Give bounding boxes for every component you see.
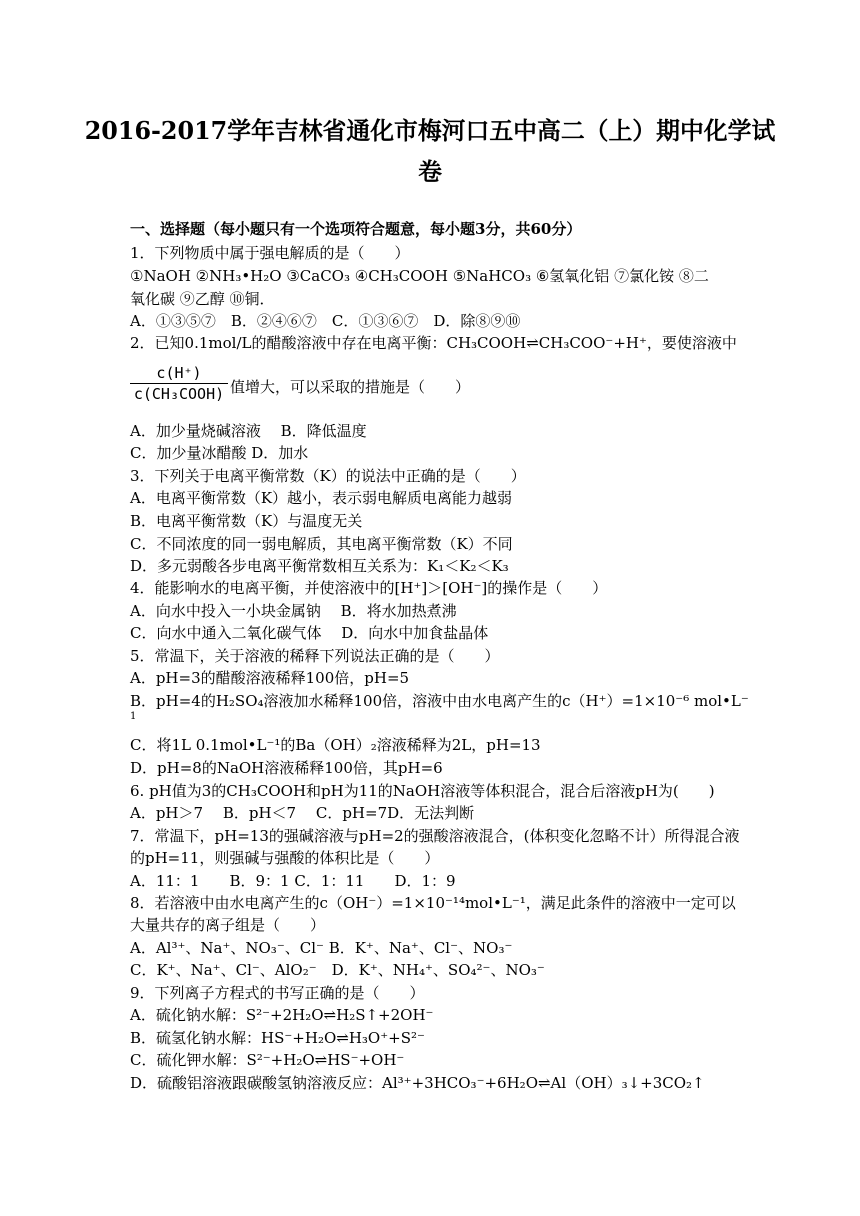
question-line: C．将1L 0.1mol•L⁻¹的Ba（OH）₂溶液稀释为2L，pH=13 <box>130 736 541 754</box>
question-line: A．①③⑤⑦ B．②④⑥⑦ C．①③⑥⑦ D．除⑧⑨⑩ <box>130 312 521 330</box>
question-line: B．pH=4的H₂SO₄溶液加水稀释100倍，溶液中由水电离产生的c（H⁺）=1×10⁻⁶ mol•L⁻ <box>130 692 749 710</box>
question-line: A．向水中投入一小块金属钠 B．将水加热煮沸 <box>130 602 457 620</box>
page-title-line-1: 2016-2017学年吉林省通化市梅河口五中高二（上）期中化学试 <box>84 117 776 145</box>
question-line: C．不同浓度的同一弱电解质，其电离平衡常数（K）不同 <box>130 535 513 553</box>
question-line: A．Al³⁺、Na⁺、NO₃⁻、Cl⁻ B．K⁺、Na⁺、Cl⁻、NO₃⁻ <box>130 939 513 957</box>
question-line: 7．常温下，pH=13的强碱溶液与pH=2的强酸溶液混合，(体积变化忽略不计）所得混合液 <box>130 827 740 845</box>
question-line: 5．常温下，关于溶液的稀释下列说法正确的是（ ） <box>130 647 500 665</box>
question-line: A．pH＞7 B．pH＜7 C．pH=7D．无法判断 <box>130 804 475 822</box>
question-line: 的pH=11，则强碱与强酸的体积比是（ ） <box>130 849 440 867</box>
question-line: B．硫氢化钠水解：HS⁻+H₂O⇌H₃O⁺+S²⁻ <box>130 1029 425 1047</box>
question-line: 3．下列关于电离平衡常数（K）的说法中正确的是（ ） <box>130 467 526 485</box>
question-line: A．11：1 B．9：1 C．1：11 D．1：9 <box>130 872 456 890</box>
question-line: C．加少量冰醋酸 D．加水 <box>130 444 309 462</box>
fraction <box>130 363 228 404</box>
question-line: 1．下列物质中属于强电解质的是（ ） <box>130 244 410 262</box>
section-heading: 一、选择题（每小题只有一个选项符合题意，每小题3分，共60分） <box>130 220 582 238</box>
fraction-tail: 值增大，可以采取的措施是（ ） <box>230 378 471 396</box>
question-line: A．加少量烧碱溶液 B．降低温度 <box>130 422 367 440</box>
question-line: A．pH=3的醋酸溶液稀释100倍，pH=5 <box>130 669 410 687</box>
question-line: A．硫化钠水解：S²⁻+2H₂O⇌H₂S↑+2OH⁻ <box>130 1006 434 1024</box>
fraction-denominator: c(CH₃COOH) <box>133 385 225 403</box>
fraction-numerator: c(H⁺) <box>156 364 202 382</box>
question-line: A．电离平衡常数（K）越小，表示弱电解质电离能力越弱 <box>130 489 513 507</box>
question-line: D．pH=8的NaOH溶液稀释100倍，其pH=6 <box>130 759 443 777</box>
question-line: 大量共存的离子组是（ ） <box>130 916 326 934</box>
question-line: C．K⁺、Na⁺、Cl⁻、AlO₂⁻ D．K⁺、NH₄⁺、SO₄²⁻、NO₃⁻ <box>130 961 545 979</box>
question-line: B．电离平衡常数（K）与温度无关 <box>130 512 363 530</box>
question-line: 6. pH值为3的CH₃COOH和pH为11的NaOH溶液等体积混合，混合后溶液pH为( ) <box>130 782 715 800</box>
question-line: C．向水中通入二氧化碳气体 D．向水中加食盐晶体 <box>130 624 489 642</box>
question-line: ①NaOH ②NH₃•H₂O ③CaCO₃ ④CH₃COOH ⑤NaHCO₃ ⑥氢氧化铝 ⑦氯化铵 ⑧二 <box>130 267 709 285</box>
question-line: D．硫酸铝溶液跟碳酸氢钠溶液反应：Al³⁺+3HCO₃⁻+6H₂O⇌Al（OH）₃↓+3CO₂↑ <box>130 1074 705 1092</box>
page-title-line-2: 卷 <box>418 158 442 186</box>
question-line: 氧化碳 ⑨乙醇 ⑩铜． <box>130 290 275 308</box>
question-line: C．硫化钾水解：S²⁻+H₂O⇌HS⁻+OH⁻ <box>130 1051 405 1069</box>
question-line: 1 <box>130 711 137 722</box>
question-line: D．多元弱酸各步电离平衡常数相互关系为：K₁＜K₂＜K₃ <box>130 557 509 575</box>
question-line: 8．若溶液中由水电离产生的c（OH⁻）=1×10⁻¹⁴mol•L⁻¹，满足此条件的溶液中一定可以 <box>130 894 736 912</box>
question-line: 2．已知0.1mol/L的醋酸溶液中存在电离平衡：CH₃COOH⇌CH₃COO⁻+H⁺，要使溶液中 <box>130 334 737 352</box>
question-line: 4．能影响水的电离平衡，并使溶液中的[H⁺]＞[OH⁻]的操作是（ ） <box>130 579 608 597</box>
question-line: 9．下列离子方程式的书写正确的是（ ） <box>130 984 425 1002</box>
